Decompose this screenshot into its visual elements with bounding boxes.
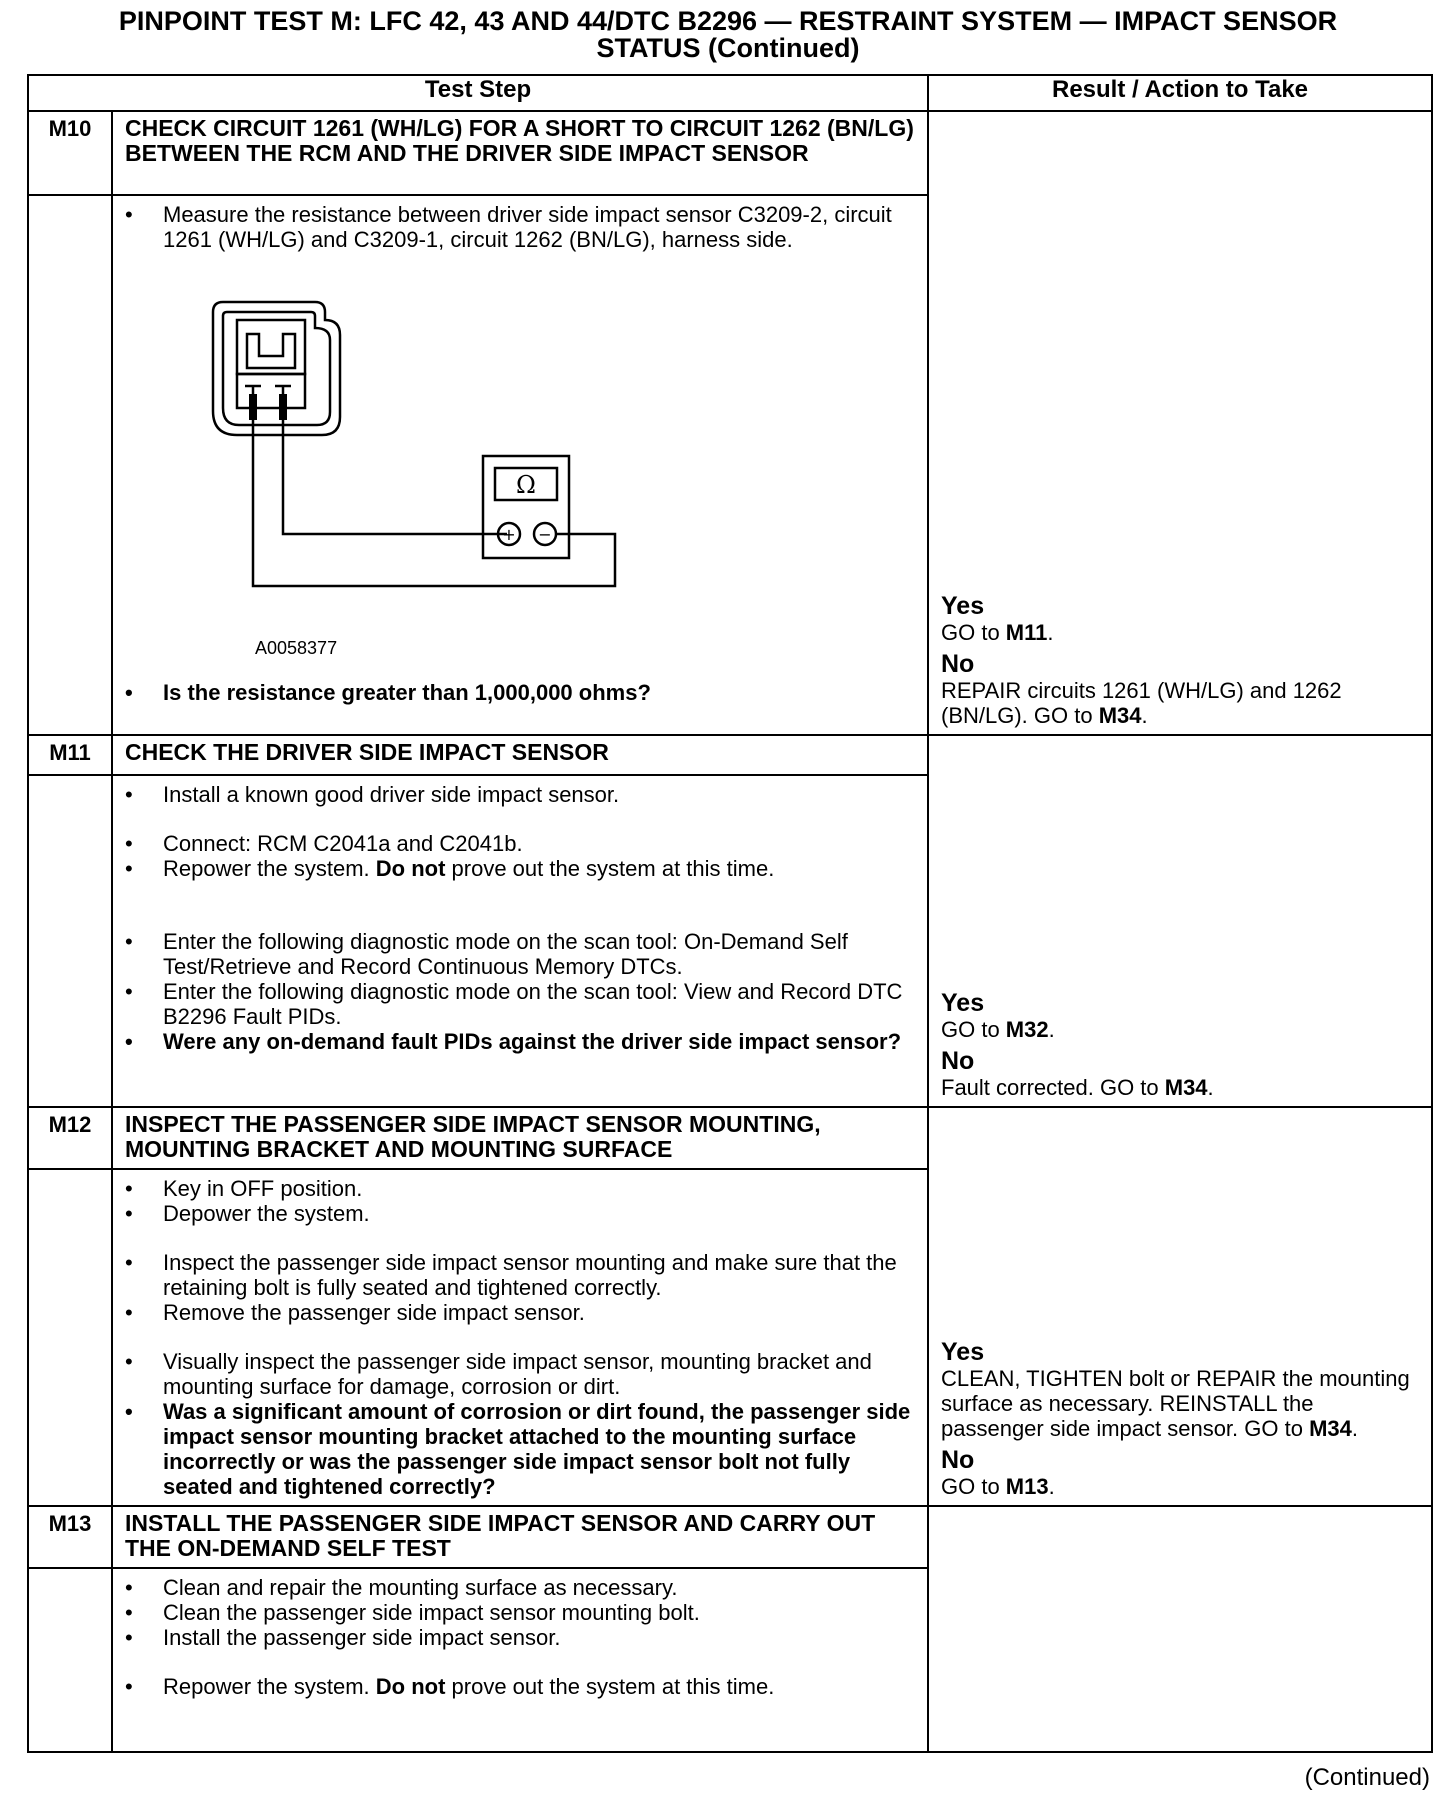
- bullet-text: prove out the system at this time.: [445, 1674, 775, 1699]
- bullet-item: • Measure the resistance between driver side impact sensor C3209-2, circuit 1261 (WH/LG) and C3209-1, circuit 1262 (BN/LG), harness side.: [125, 202, 917, 252]
- no-step-ref: M34: [1164, 1075, 1208, 1100]
- resistance-measurement-diagram: [125, 260, 905, 680]
- bullet-item: • Install a known good driver side impact sensor.: [125, 782, 917, 807]
- diagram-svg: [125, 260, 905, 680]
- step-question: • Is the resistance greater than 1,000,000 ohms?: [125, 680, 917, 705]
- yes-action: [941, 1366, 1421, 1441]
- step-m11-result: [928, 735, 1432, 1107]
- bullet-item: • Depower the system.: [125, 1201, 917, 1226]
- test-leads: [253, 420, 615, 586]
- step-m13-bullets: [125, 1575, 917, 1699]
- no-label: No: [941, 1047, 975, 1075]
- yes-label: Yes: [941, 989, 985, 1017]
- step-id: M10: [28, 111, 112, 195]
- step-title: CHECK CIRCUIT 1261 (WH/LG) FOR A SHORT TO CIRCUIT 1262 (BN/LG) BETWEEN THE RCM AND THE DRIVER SIDE IMPACT SENSOR: [112, 111, 928, 195]
- connector-terminal-cavity: [237, 374, 305, 408]
- no-action: [941, 1474, 1421, 1499]
- yes-label: Yes: [941, 592, 985, 620]
- no-action-end: .: [1141, 703, 1148, 728]
- yes-action-end: .: [1351, 1416, 1358, 1441]
- page-title-line-1: PINPOINT TEST M: LFC 42, 43 AND 44/DTC B2296 — RESTRAINT SYSTEM — IMPACT SENSOR: [118, 6, 1338, 36]
- step-m12-bullets: [125, 1176, 917, 1499]
- step-id: M11: [28, 735, 112, 775]
- no-label: No: [941, 650, 975, 678]
- yes-action: [941, 1017, 1421, 1042]
- bullet-emphasis: Do not: [375, 856, 446, 881]
- no-action: [941, 1075, 1421, 1100]
- bullet-item: [125, 1674, 917, 1699]
- yes-step-ref: M32: [1005, 1017, 1049, 1042]
- bullet-item: • Install the passenger side impact sensor.: [125, 1625, 917, 1650]
- step-m13-title-row: [28, 1506, 1432, 1568]
- no-action-end: .: [1207, 1075, 1214, 1100]
- step-m12-content: [112, 1169, 928, 1506]
- step-id-spacer: [28, 1169, 112, 1506]
- figure-id: A0058377: [255, 638, 338, 658]
- no-step-ref: M34: [1098, 703, 1142, 728]
- yes-action: [941, 620, 1421, 645]
- step-title: INSPECT THE PASSENGER SIDE IMPACT SENSOR MOUNTING, MOUNTING BRACKET AND MOUNTING SURFACE: [112, 1107, 928, 1169]
- step-m10-result: [928, 111, 1432, 735]
- connector-c3209: [213, 302, 340, 435]
- yes-label: Yes: [941, 1338, 985, 1366]
- no-action-text: GO to: [941, 1474, 1006, 1499]
- page-title-line-2: STATUS (Continued): [596, 33, 860, 63]
- plus-sign: +: [502, 525, 516, 544]
- bullet-item: • Connect: RCM C2041a and C2041b.: [125, 831, 917, 856]
- bullet-item: [125, 856, 917, 881]
- step-id-spacer: [28, 775, 112, 1107]
- probe-1: [249, 394, 257, 420]
- yes-step-ref: M11: [1005, 620, 1048, 645]
- step-id-spacer: [28, 195, 112, 735]
- step-m12-title-row: [28, 1107, 1432, 1169]
- lead-positive: [283, 420, 507, 534]
- yes-action-text: GO to: [941, 1017, 1006, 1042]
- yes-step-ref: M34: [1309, 1416, 1352, 1441]
- step-id: M12: [28, 1107, 112, 1169]
- no-label: No: [941, 1446, 975, 1474]
- step-m10-title-row: [28, 111, 1432, 195]
- step-title: INSTALL THE PASSENGER SIDE IMPACT SENSOR AND CARRY OUT THE ON-DEMAND SELF TEST: [112, 1506, 928, 1568]
- no-action: [941, 678, 1421, 728]
- connector-latch-inner: [247, 334, 295, 368]
- step-m11-title-row: [28, 735, 1432, 775]
- bullet-item: • Remove the passenger side impact sensor.: [125, 1300, 917, 1325]
- bullet-item: • Clean and repair the mounting surface as necessary.: [125, 1575, 917, 1600]
- bullet-item: • Enter the following diagnostic mode on the scan tool: On-Demand Self Test/Retrieve and Record Continuous Memory DTCs.: [125, 929, 917, 979]
- step-id: M13: [28, 1506, 112, 1568]
- yes-action-text: GO to: [941, 620, 1006, 645]
- no-action-end: .: [1048, 1474, 1055, 1499]
- pinpoint-test-table: [27, 74, 1433, 1753]
- step-question: • Was a significant amount of corrosion or dirt found, the passenger side impact sensor mounting bracket attached to the mounting surface incorrectly or was the passenger side impact sensor bolt not fully seated and tightened correctly?: [125, 1399, 917, 1499]
- table-header-row: [28, 75, 1432, 111]
- step-id-spacer: [28, 1568, 112, 1752]
- bullet-item: • Visually inspect the passenger side impact sensor, mounting bracket and mounting surface for damage, corrosion or dirt.: [125, 1349, 917, 1399]
- continued-label: (Continued): [1304, 1764, 1430, 1791]
- lead-negative: [253, 420, 615, 586]
- probe-2: [279, 394, 287, 420]
- yes-action-text: CLEAN, TIGHTEN bolt or REPAIR the mounting surface as necessary. REINSTALL the passenger side impact sensor. GO to: [941, 1366, 1410, 1441]
- step-question: • Were any on-demand fault PIDs against the driver side impact sensor?: [125, 1029, 917, 1054]
- step-m12-result: [928, 1107, 1432, 1506]
- step-m13-content: [112, 1568, 928, 1752]
- bullet-text: Repower the system.: [163, 1674, 376, 1699]
- step-m11-bullets: [125, 782, 917, 1054]
- step-m11-content: [112, 775, 928, 1107]
- minus-sign: −: [538, 525, 552, 544]
- bullet-item: • Enter the following diagnostic mode on the scan tool: View and Record DTC B2296 Fault PIDs.: [125, 979, 917, 1029]
- no-action-text: REPAIR circuits 1261 (WH/LG) and 1262 (BN/LG). GO to: [941, 678, 1342, 728]
- ohm-symbol: Ω: [516, 471, 536, 499]
- bullet-emphasis: Do not: [375, 1674, 446, 1699]
- bullet-item: • Inspect the passenger side impact sensor mounting and make sure that the retaining bolt is fully seated and tightened correctly.: [125, 1250, 917, 1300]
- col-header-test-step: Test Step: [28, 75, 928, 111]
- bullet-item: • Clean the passenger side impact sensor mounting bolt.: [125, 1600, 917, 1625]
- step-m10-bullets: [125, 202, 917, 252]
- step-title: CHECK THE DRIVER SIDE IMPACT SENSOR: [112, 735, 928, 775]
- no-step-ref: M13: [1005, 1474, 1049, 1499]
- yes-action-end: .: [1047, 620, 1054, 645]
- yes-action-end: .: [1048, 1017, 1055, 1042]
- bullet-text: prove out the system at this time.: [445, 856, 775, 881]
- col-header-result: Result / Action to Take: [928, 75, 1432, 111]
- page-title: [0, 8, 1456, 62]
- bullet-text: Repower the system.: [163, 856, 376, 881]
- bullet-item: • Key in OFF position.: [125, 1176, 917, 1201]
- step-m13-result: [928, 1506, 1432, 1752]
- step-m10-question-list: [125, 680, 917, 705]
- no-action-text: Fault corrected. GO to: [941, 1075, 1165, 1100]
- step-m10-content: [112, 195, 928, 735]
